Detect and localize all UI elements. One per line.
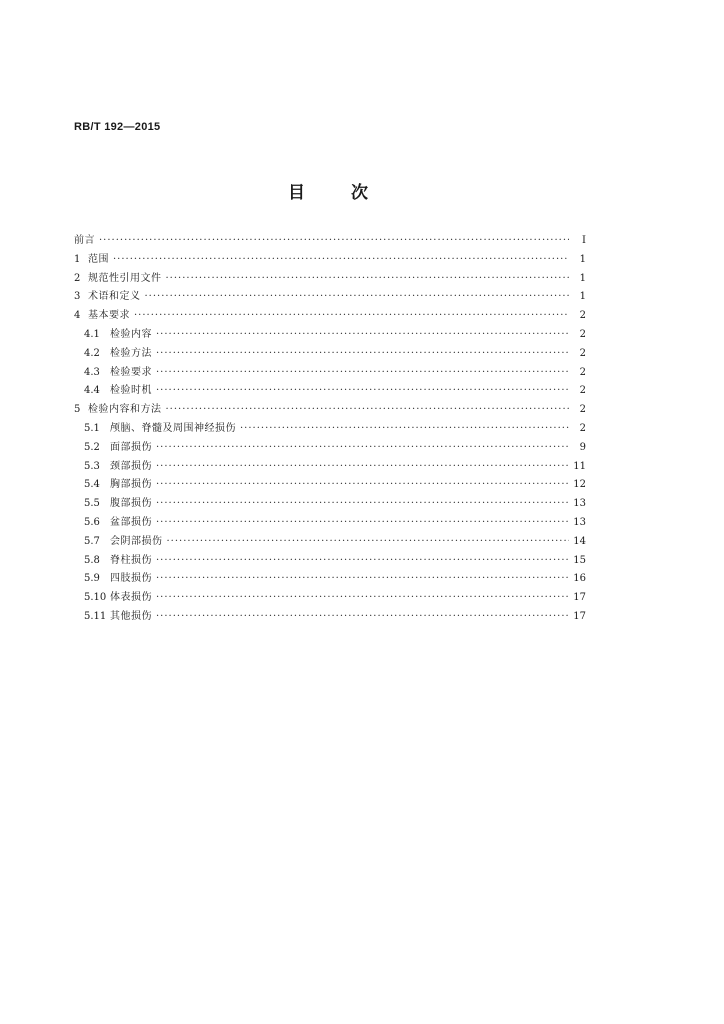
toc-entry-label: 基本要求 <box>88 310 130 322</box>
toc-entry-number: 4.1 <box>84 328 100 340</box>
toc-entry-number: 5.2 <box>84 441 100 453</box>
toc-leader-dots <box>99 232 569 251</box>
toc-leader-dots <box>167 533 570 552</box>
toc-entry-label: 检验内容和方法 <box>88 404 162 416</box>
table-of-contents <box>74 232 586 627</box>
toc-entry-page: 17 <box>573 610 586 622</box>
toc-entry-number: 5.3 <box>84 460 100 472</box>
toc-entry-page: 17 <box>573 592 586 604</box>
toc-leader-dots <box>240 420 569 439</box>
page-title-char-2: 次 <box>351 183 368 203</box>
toc-entry-label: 胸部损伤 <box>110 479 152 491</box>
toc-entry-label: 其他损伤 <box>110 610 152 622</box>
toc-leader-dots <box>166 401 570 420</box>
toc-entry-page: Ⅰ <box>582 235 586 246</box>
toc-entry[interactable] <box>74 307 586 326</box>
toc-entry[interactable] <box>74 251 586 270</box>
toc-entry-page: 1 <box>579 272 586 284</box>
toc-leader-dots <box>156 345 569 364</box>
toc-entry[interactable] <box>74 458 586 477</box>
toc-entry-number: 5.11 <box>84 610 107 622</box>
toc-entry-number: 4.3 <box>84 366 100 378</box>
toc-entry-label: 腹部损伤 <box>110 498 152 510</box>
toc-entry-label: 会阴部损伤 <box>110 535 163 547</box>
toc-entry[interactable] <box>74 589 586 608</box>
toc-leader-dots <box>156 552 569 571</box>
toc-entry-label: 盆部损伤 <box>110 516 152 528</box>
document-id: RB/T 192—2015 <box>74 121 161 133</box>
toc-entry[interactable] <box>74 364 586 383</box>
toc-entry-label: 面部损伤 <box>110 441 152 453</box>
toc-entry-number: 1 <box>74 253 81 265</box>
toc-leader-dots <box>166 270 570 289</box>
toc-entry-number: 4 <box>74 310 81 322</box>
toc-entry[interactable] <box>74 270 586 289</box>
toc-leader-dots <box>134 307 569 326</box>
toc-leader-dots <box>156 326 569 345</box>
toc-entry-number: 5.5 <box>84 498 100 510</box>
toc-leader-dots <box>145 288 570 307</box>
toc-entry-label: 范围 <box>88 253 109 265</box>
toc-entry[interactable] <box>74 382 586 401</box>
toc-leader-dots <box>156 608 569 627</box>
toc-entry-label: 体表损伤 <box>110 592 152 604</box>
toc-entry-label: 术语和定义 <box>88 291 141 303</box>
toc-entry-number: 5.4 <box>84 479 100 491</box>
toc-entry[interactable] <box>74 608 586 627</box>
toc-entry-page: 1 <box>579 253 586 265</box>
toc-leader-dots <box>156 589 569 608</box>
toc-leader-dots <box>156 514 569 533</box>
toc-entry[interactable] <box>74 288 586 307</box>
toc-entry-number: 5 <box>74 404 81 416</box>
toc-entry-number: 3 <box>74 291 81 303</box>
toc-entry-label: 检验时机 <box>110 385 152 397</box>
toc-entry-label: 前言 <box>74 235 95 246</box>
toc-entry-number: 4.2 <box>84 347 100 359</box>
toc-leader-dots <box>113 251 569 270</box>
toc-entry-page: 12 <box>573 479 586 491</box>
toc-entry[interactable] <box>74 401 586 420</box>
toc-entry-label: 颈部损伤 <box>110 460 152 472</box>
toc-entry-number: 5.7 <box>84 535 100 547</box>
toc-entry-page: 14 <box>573 535 586 547</box>
toc-entry-page: 11 <box>573 460 586 472</box>
toc-entry[interactable] <box>74 420 586 439</box>
toc-entry[interactable] <box>74 232 586 251</box>
toc-entry[interactable] <box>74 495 586 514</box>
toc-entry-page: 2 <box>579 310 586 322</box>
toc-entry-label: 规范性引用文件 <box>88 272 162 284</box>
toc-entry[interactable] <box>74 439 586 458</box>
toc-entry-page: 2 <box>579 422 586 434</box>
toc-entry-page: 13 <box>573 516 586 528</box>
toc-entry-page: 16 <box>573 573 586 585</box>
toc-entry[interactable] <box>74 570 586 589</box>
toc-entry[interactable] <box>74 533 586 552</box>
toc-leader-dots <box>156 570 569 589</box>
toc-entry-number: 4.4 <box>84 385 100 397</box>
toc-leader-dots <box>156 439 569 458</box>
toc-leader-dots <box>156 382 569 401</box>
toc-entry-number: 5.6 <box>84 516 100 528</box>
toc-leader-dots <box>156 458 569 477</box>
toc-entry-number: 2 <box>74 272 81 284</box>
toc-entry-page: 13 <box>573 498 586 510</box>
toc-entry-page: 15 <box>573 554 586 566</box>
toc-entry-page: 2 <box>579 404 586 416</box>
toc-entry-page: 2 <box>579 385 586 397</box>
toc-entry-number: 5.9 <box>84 573 100 585</box>
toc-entry[interactable] <box>74 345 586 364</box>
toc-entry-page: 2 <box>579 366 586 378</box>
toc-entry-label: 检验内容 <box>110 328 152 340</box>
toc-entry-page: 9 <box>579 441 586 453</box>
toc-entry-label: 检验要求 <box>110 366 152 378</box>
toc-entry[interactable] <box>74 326 586 345</box>
toc-entry-label: 检验方法 <box>110 347 152 359</box>
page-title <box>288 178 368 203</box>
toc-entry[interactable] <box>74 476 586 495</box>
toc-leader-dots <box>156 495 569 514</box>
toc-leader-dots <box>156 364 569 383</box>
toc-entry-page: 2 <box>579 328 586 340</box>
toc-entry-page: 2 <box>579 347 586 359</box>
toc-leader-dots <box>156 476 569 495</box>
toc-entry[interactable] <box>74 552 586 571</box>
toc-entry-number: 5.8 <box>84 554 100 566</box>
toc-entry-number: 5.10 <box>84 592 107 604</box>
toc-entry[interactable] <box>74 514 586 533</box>
page-title-char-1: 目 <box>288 183 305 203</box>
toc-entry-label: 颅脑、脊髓及周围神经损伤 <box>110 422 236 434</box>
toc-entry-label: 脊柱损伤 <box>110 554 152 566</box>
toc-entry-label: 四肢损伤 <box>110 573 152 585</box>
toc-entry-number: 5.1 <box>84 422 100 434</box>
toc-entry-page: 1 <box>579 291 586 303</box>
